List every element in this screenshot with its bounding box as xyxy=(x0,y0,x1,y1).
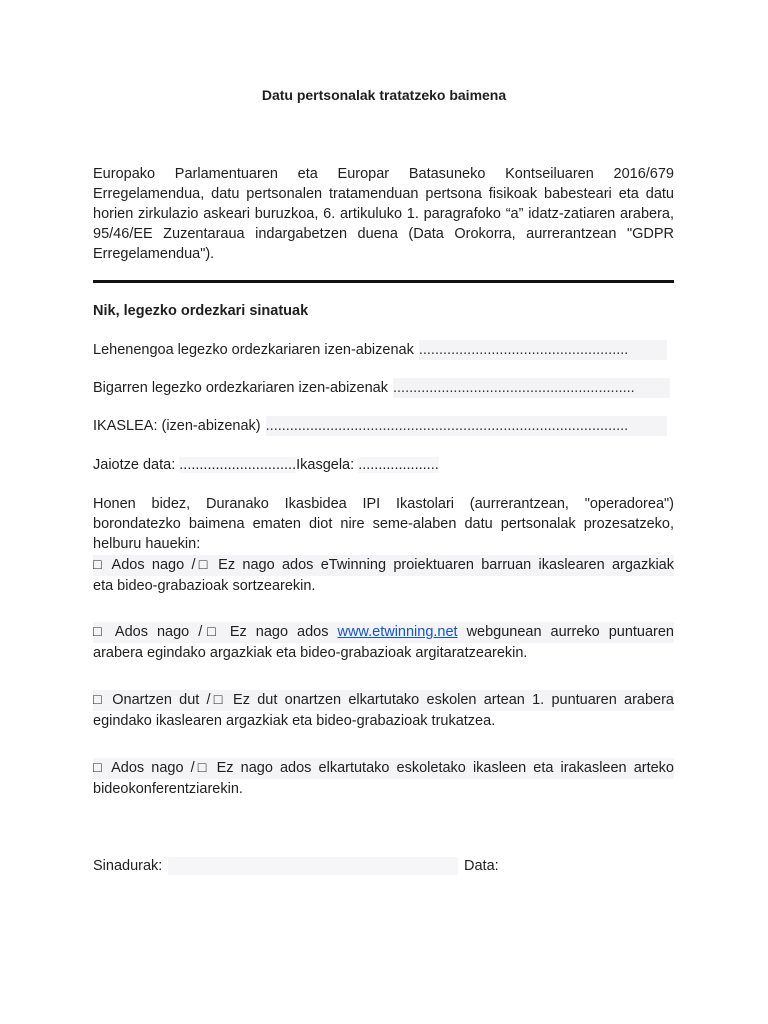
signature-field[interactable] xyxy=(168,857,458,875)
birth-date-dots[interactable]: ............................. xyxy=(179,457,297,473)
signatures-label: Sinadurak: xyxy=(93,858,163,874)
first-representative-field[interactable] xyxy=(93,340,667,360)
subheading: Nik, legezko ordezkari sinatuak xyxy=(93,303,309,319)
student-dots[interactable]: .......................................................................................... xyxy=(266,416,667,436)
student-field[interactable] xyxy=(93,416,667,436)
consent-option-2-line-2: arabera egindako argazkiak eta bideo-grabazioak argitaratzearekin. xyxy=(93,645,528,661)
second-representative-field[interactable] xyxy=(93,378,670,398)
consent-option-4-line-1[interactable]: □ Ados nago /□ Ez nago ados elkartutako eskoletako ikasleen eta irakasleen arteko xyxy=(93,758,674,779)
consent-option-2[interactable] xyxy=(93,622,674,664)
consent-option-3-line-1[interactable]: □ Onartzen dut /□ Ez dut onartzen elkartutako eskolen artean 1. puntuaren arabera xyxy=(93,690,674,711)
etwinning-link[interactable]: www.etwinning.net xyxy=(337,624,458,640)
birth-date-label: Jaiotze data: xyxy=(93,457,176,473)
date-label: Data: xyxy=(464,858,499,874)
intro-paragraph: Europako Parlamentuaren eta Europar Batasuneko Kontseiluaren 2016/679 Erregelamendua, datu pertsonalen tratamenduan pertsona fisikoak babesteari eta datu horien zirkulazio askeari buruzkoa, 6. artikuluko 1. paragrafoko “a” idatz-zatiaren arabera, 95/46/EE Zuzentaraua indargabetzen duena (Data Orokorra, aurrerantzean "GDPR Erregelamendua"). xyxy=(93,166,674,262)
consent-option-2-prefix: □ Ados nago /□ Ez nago ados xyxy=(93,624,338,640)
class-dots[interactable]: .................... xyxy=(358,457,439,473)
first-representative-label: Lehenengoa legezko ordezkariaren izen-abizenak xyxy=(93,342,414,358)
consent-option-3[interactable] xyxy=(93,690,674,732)
consent-option-4[interactable] xyxy=(93,758,674,800)
consent-option-4-line-2: bideokonferentziarekin. xyxy=(93,781,243,797)
second-representative-dots[interactable]: ............................................................ xyxy=(393,378,670,398)
document-title: Datu pertsonalak tratatzeko baimena xyxy=(261,87,507,103)
consent-paragraph: Honen bidez, Duranako Ikasbidea IPI Ikastolari (aurrerantzean, "operadorea") borondatezko baimena ematen diot nire seme-alaben datu pertsonalak prozesatzeko, helburu hauekin: xyxy=(93,496,674,552)
consent-option-1[interactable] xyxy=(93,555,674,597)
signature-row xyxy=(93,856,674,876)
consent-option-1-line-1[interactable]: □ Ados nago /□ Ez nago ados eTwinning proiektuaren barruan ikaslearen argazkiak xyxy=(93,555,674,576)
consent-option-1-line-2: eta bideo-grabazioak sortzearekin. xyxy=(93,578,316,594)
consent-option-2-line-1[interactable] xyxy=(93,622,674,643)
class-label: Ikasgela: xyxy=(296,457,355,473)
student-label: IKASLEA: (izen-abizenak) xyxy=(93,418,261,434)
birth-date-class-row xyxy=(93,455,493,475)
consent-option-2-suffix: webgunean aurreko puntuaren xyxy=(457,624,675,640)
second-representative-label: Bigarren legezko ordezkariaren izen-abizenak xyxy=(93,380,388,396)
consent-option-3-line-2: egindako ikaslearen argazkiak eta bideo-grabazioak trukatzea. xyxy=(93,713,496,729)
horizontal-divider xyxy=(93,280,674,283)
first-representative-dots[interactable]: .................................................... xyxy=(419,340,667,360)
